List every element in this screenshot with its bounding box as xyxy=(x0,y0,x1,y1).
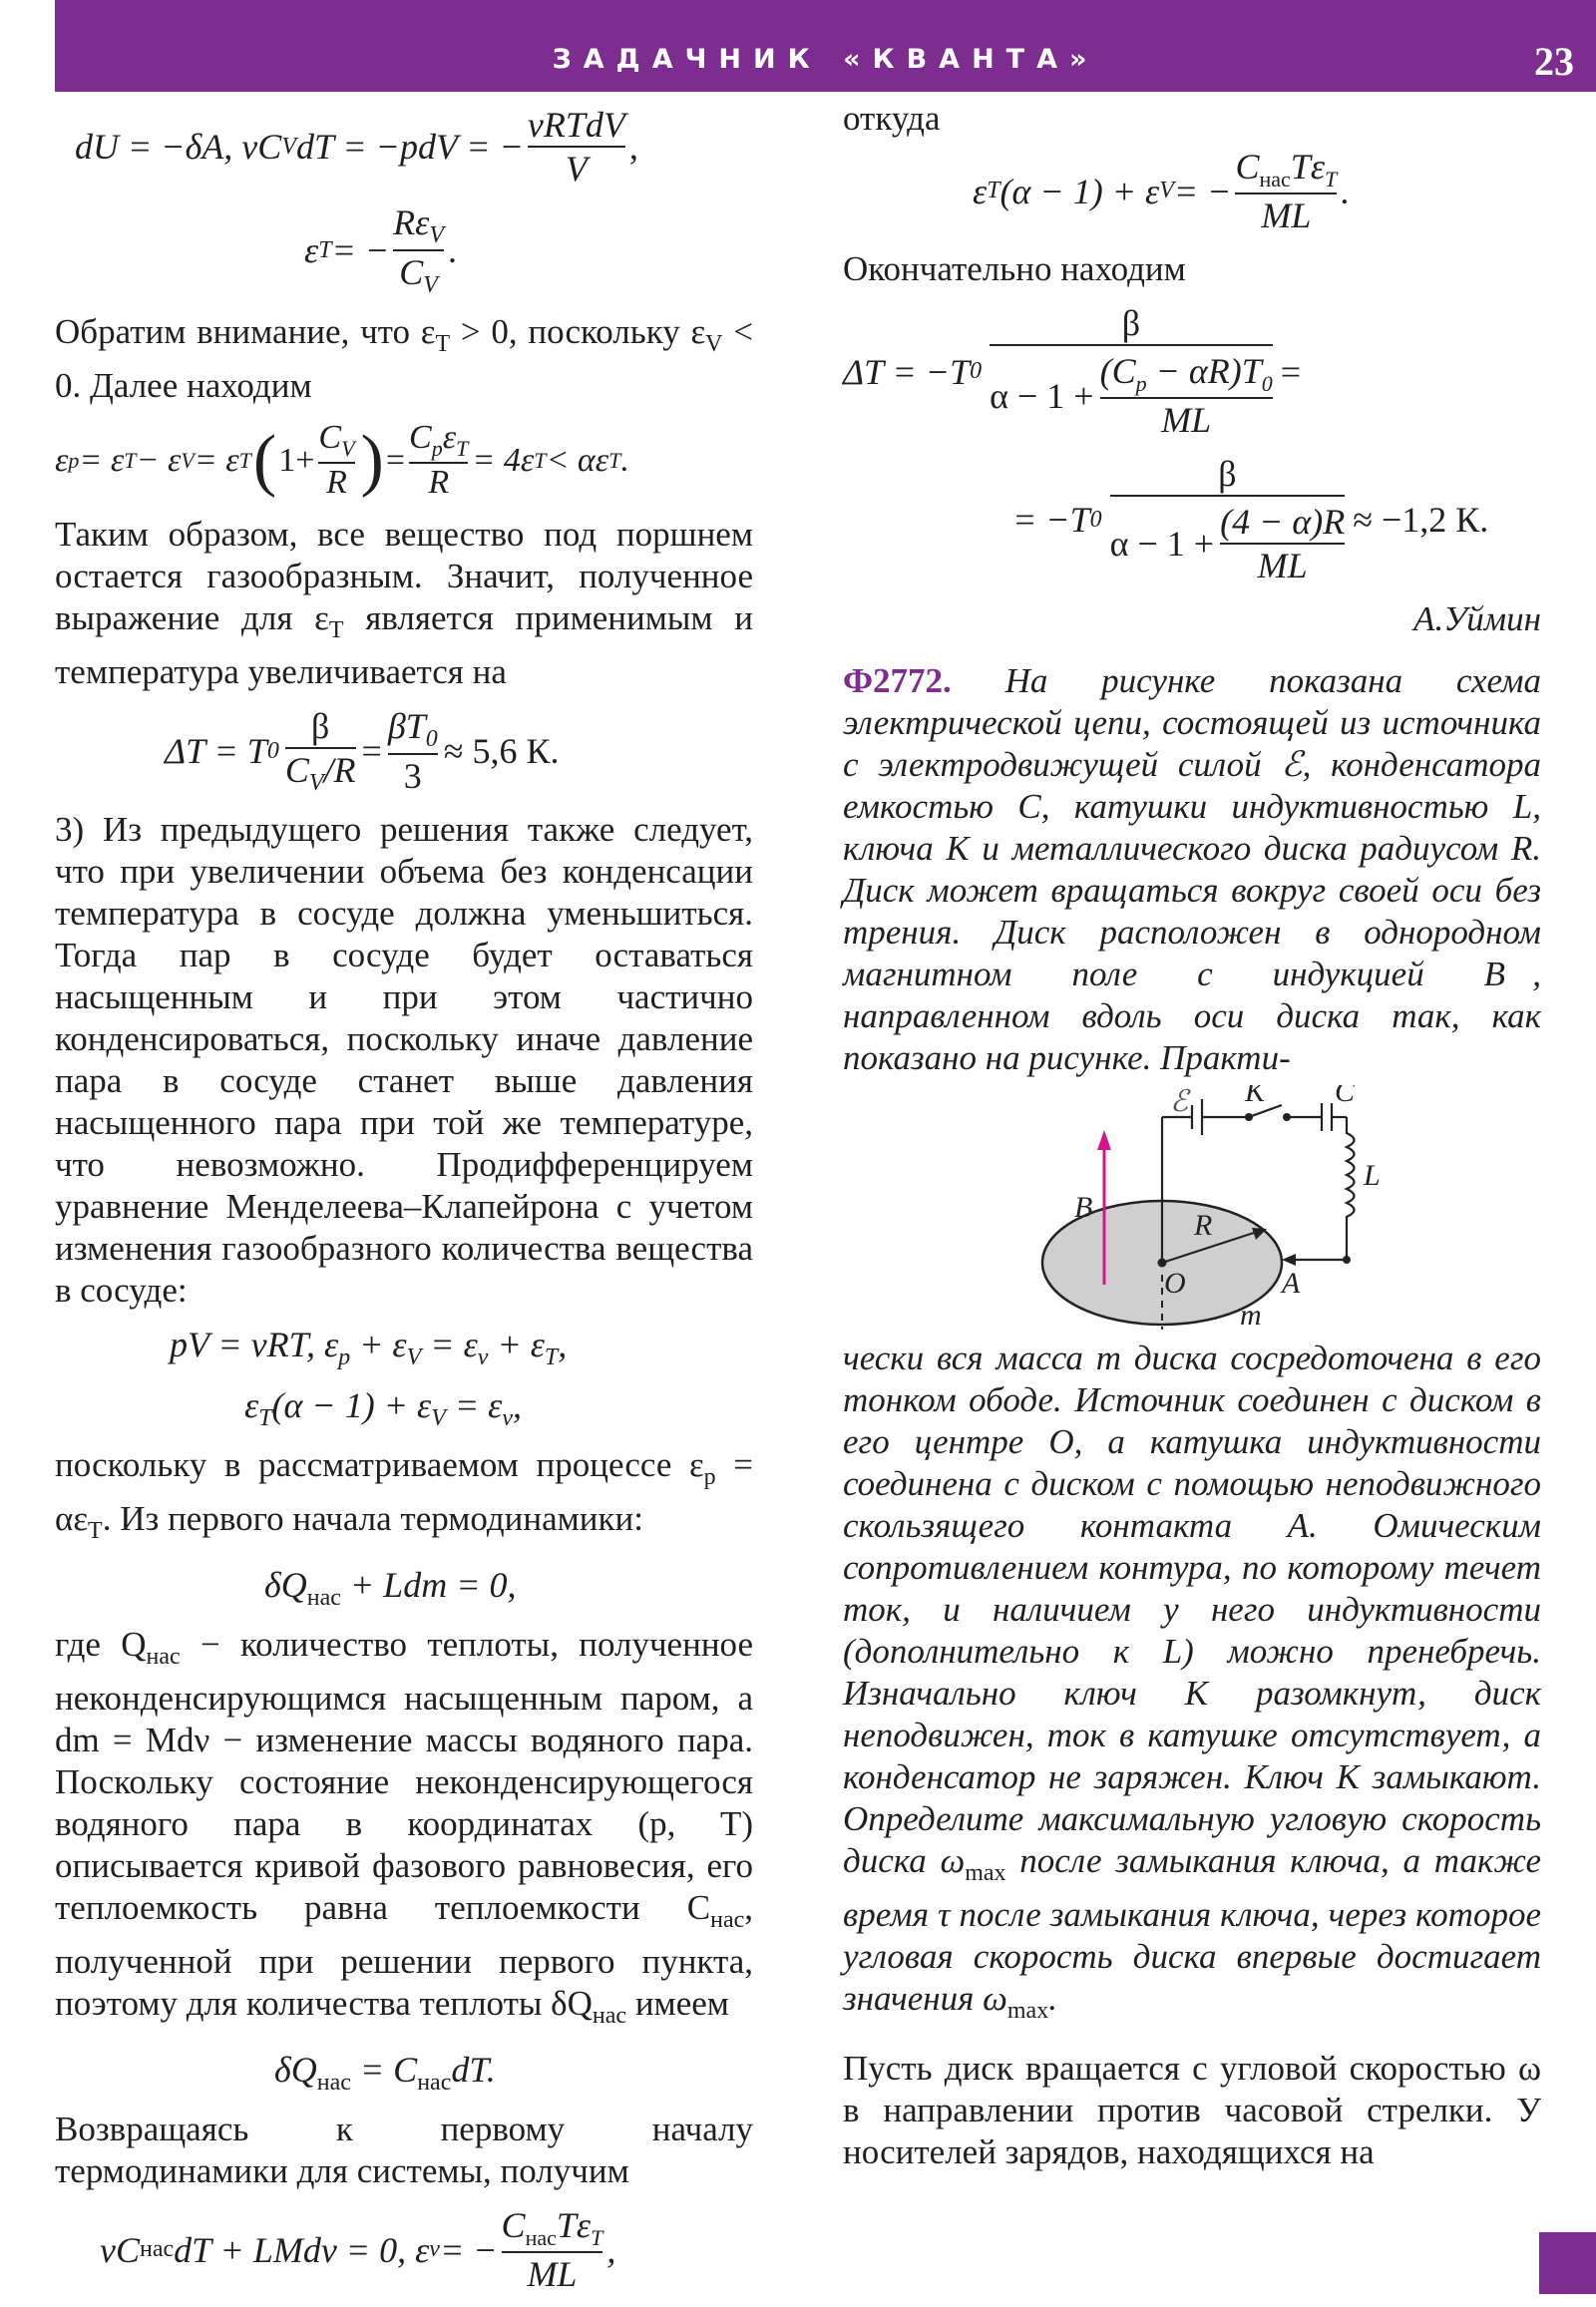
formula-sub: 0 xyxy=(1261,371,1273,397)
formula-sub: T xyxy=(456,436,469,462)
paragraph xyxy=(55,1624,753,2037)
label-center: O xyxy=(1164,1267,1186,1301)
formula-sub: нас xyxy=(417,2070,452,2097)
text-run: поскольку в рассматриваемом процессе ε xyxy=(55,1444,704,1484)
paragraph: Возвращаясь к первому началу термодинамики для системы, получим xyxy=(55,2110,753,2191)
fraction-numerator: νRTdV xyxy=(527,105,625,145)
formula-sub: T xyxy=(238,447,251,473)
formula-text: = −T xyxy=(1012,500,1090,541)
problem-text: . xyxy=(1048,1979,1057,2019)
left-column xyxy=(55,98,753,2307)
fraction-denominator: V xyxy=(528,146,625,190)
text-sub: T xyxy=(435,331,451,358)
formula-sub: V xyxy=(431,1404,446,1431)
fraction xyxy=(1220,501,1345,586)
formula-sub: V xyxy=(1159,178,1174,204)
problem-statement-continued xyxy=(843,1338,1541,2032)
formula-text: , xyxy=(513,1384,523,1425)
paragraph xyxy=(55,1444,753,1552)
fraction xyxy=(393,201,444,299)
formula-text: = xyxy=(385,441,406,479)
fraction-numerator: Tε xyxy=(1290,147,1326,187)
text-run: имеем xyxy=(626,1983,729,2023)
formula-text: + ε xyxy=(488,1325,545,1365)
author-signature: А.Уймин xyxy=(1413,599,1541,639)
label-mass: m xyxy=(1240,1299,1262,1331)
formula-sub: T xyxy=(591,2225,603,2251)
fraction-denominator: R xyxy=(409,462,468,502)
formula-first-law xyxy=(264,1564,753,1612)
formula-text: . xyxy=(620,441,629,479)
text-sub: нас xyxy=(146,1643,181,1670)
fraction-numerator: C xyxy=(318,419,342,457)
paragraph xyxy=(55,311,753,407)
problem-text: после замыкания ключа, а также время τ после замыкания ключа, через которое угловая скорость диска впервые достигает значения ω xyxy=(843,1841,1542,2019)
text-sub: V xyxy=(705,331,723,358)
fraction-numerator: − αR)T xyxy=(1146,351,1262,392)
label-field: B xyxy=(1074,1191,1093,1225)
formula-text: + Ldm = 0, xyxy=(340,1564,517,1605)
text-run: . Из первого начала термодинамики: xyxy=(102,1498,643,1538)
formula-text: dT + LMdν = 0, ε xyxy=(174,2229,430,2270)
problem-number: Ф2772. xyxy=(843,661,952,701)
formula-text: (α − 1) + ε xyxy=(271,1384,432,1425)
formula-text: ΔT = T xyxy=(165,731,267,772)
formula-text: = ε xyxy=(421,1325,478,1365)
formula-text: dT. xyxy=(451,2049,496,2090)
fraction xyxy=(990,302,1273,441)
right-column xyxy=(843,98,1541,2185)
formula-text: ε xyxy=(973,171,988,211)
label-capacitor: C xyxy=(1335,1085,1356,1109)
formula-eps-relation xyxy=(244,1384,753,1432)
fraction xyxy=(1100,350,1273,441)
text-run: = αε xyxy=(55,1444,753,1538)
paragraph xyxy=(55,514,753,693)
fraction-denominator: ML xyxy=(1100,397,1273,441)
paragraph: Окончательно находим xyxy=(843,249,1186,289)
formula-sub: 0 xyxy=(425,726,438,753)
formula-text: dU = −δA, νC xyxy=(75,127,282,167)
formula-final-2 xyxy=(1012,453,1541,586)
formula-text: = − xyxy=(1173,171,1232,211)
formula-text: dT = −pdV = − xyxy=(295,127,524,167)
text-sub: max xyxy=(1006,1998,1049,2025)
formula-sub: p xyxy=(431,436,443,462)
formula-text: − ε xyxy=(136,441,182,479)
fraction-numerator: Tε xyxy=(556,2205,592,2246)
formula-text: ε xyxy=(55,441,69,479)
formula-sub: V xyxy=(281,133,296,160)
text-run: где Q xyxy=(55,1624,147,1664)
problem-statement xyxy=(843,660,1541,1079)
formula-text: (α − 1) + ε xyxy=(999,171,1160,211)
fraction-numerator: C xyxy=(501,2205,526,2246)
text-sub: T xyxy=(88,1517,103,1544)
fraction-denominator: α − 1 + xyxy=(990,375,1094,416)
formula-text: < αε xyxy=(546,441,609,479)
formula-text: , xyxy=(606,2229,616,2270)
text-sub: max xyxy=(965,1860,1006,1887)
text-run: является применимым и температура увеличивается на xyxy=(55,598,753,692)
paragraph: откуда xyxy=(843,99,941,138)
formula-sub: 0 xyxy=(266,737,279,764)
formula-text: ≈ −1,2 К. xyxy=(1353,500,1489,541)
circuit-diagram xyxy=(843,1085,1541,1330)
formula-eps-nu xyxy=(100,2204,753,2295)
formula-text: = ε xyxy=(79,441,125,479)
fraction xyxy=(409,419,468,502)
text-run: Таким образом, все вещество под поршнем остается газообразным. Значит, полученное выражение для ε xyxy=(55,515,753,638)
formula-sub: p xyxy=(338,1345,351,1371)
formula-sub: T xyxy=(987,178,1000,204)
fraction xyxy=(1110,453,1346,586)
formula-sub: T xyxy=(124,447,137,473)
formula-otkuda xyxy=(973,146,1541,236)
fraction xyxy=(388,705,438,797)
formula-sub: T xyxy=(258,1404,272,1431)
formula-text: = xyxy=(1280,351,1302,392)
formula-final-1 xyxy=(843,302,1541,441)
label-emf: ℰ xyxy=(1170,1085,1189,1119)
page-header xyxy=(55,0,1596,92)
fraction-denominator: α − 1 + xyxy=(1109,524,1215,565)
fraction-numerator: C xyxy=(409,419,432,457)
fraction-denominator: ML xyxy=(502,2251,603,2295)
fraction-denominator: ML xyxy=(1220,543,1345,586)
formula-sub: V xyxy=(308,770,324,797)
formula-sub: 0 xyxy=(970,358,983,385)
text-sub: T xyxy=(328,617,344,644)
problem-text: чески вся масса m диска сосредоточена в его тонком ободе. Источник соединен с диском в его центре O, а катушка индуктивности соединена с диском с помощью неподвижного скользящего контакта A. Омическим сопротивлением контура, по которому течет ток, и наличием у него индуктивности (дополнительно к L) можно пренебречь. Изначально ключ K разомкнут, диск неподвижен, ток в катушке отсутствует, а конденсатор не заряжен. Ключ K замыкают. Определите максимальную угловую скорость диска ω xyxy=(843,1339,1541,1881)
formula-text: δQ xyxy=(264,1564,307,1605)
formula-text: . xyxy=(1341,171,1351,211)
formula-sub: T xyxy=(608,447,621,473)
formula-text: = xyxy=(361,731,382,772)
paragraph: 3) Из предыдущего решения также следует, что при увеличении объема без конденсации температура в сосуде должна уменьшиться. Тогда пар в сосуде будет оставаться насыщенным и при этом частично конденсироваться, поскольку иначе давление пара в сосуде станет выше давления насыщенного пара при той же температуре, что невозможно. Продифференцируем уравнение Менделеева–Клапейрона с учетом изменения газообразного количества вещества в сосуде: xyxy=(55,810,753,1311)
text-run: , полученной при решении первого пункта, поэтому для количества теплоты δQ xyxy=(55,1887,753,2023)
fraction-numerator: ε xyxy=(442,419,457,457)
fraction xyxy=(502,2204,603,2295)
formula-text: pV = νRT, ε xyxy=(170,1325,339,1365)
formula-sub: 0 xyxy=(1089,506,1102,533)
fraction-numerator: β xyxy=(311,706,330,747)
formula-sub: нас xyxy=(1259,167,1291,192)
formula-eps-p: ε p = ε T − ε V = ε T ( 1+ $\frac{C_V}{R}$ ) = $C_p\varepsilon_T$ R = 4ε T < αε T . xyxy=(55,419,629,502)
journal-section-title: ЗАДАЧНИК «КВАНТА» xyxy=(552,44,1099,75)
fraction xyxy=(528,104,625,190)
fraction xyxy=(318,419,354,502)
fraction-denominator: R xyxy=(318,462,354,502)
formula-text: 1+ xyxy=(278,441,315,479)
formula-text: νC xyxy=(100,2229,140,2270)
fraction xyxy=(285,705,356,797)
formula-text: ≈ 5,6 К. xyxy=(443,731,560,772)
formula-sub: V xyxy=(429,222,444,249)
inductor-coil xyxy=(1347,1117,1355,1260)
text-run: < 0. Далее находим xyxy=(55,312,753,406)
formula-dq xyxy=(274,2049,753,2097)
formula-text: = 4ε xyxy=(472,441,535,479)
formula-sub: V xyxy=(341,436,355,462)
formula-text: = C xyxy=(350,2049,418,2090)
text-run: Обратим внимание, что ε xyxy=(55,312,436,352)
formula-sub: ν xyxy=(429,2236,440,2263)
formula-clapeyron xyxy=(170,1324,753,1371)
formula-sub: ν xyxy=(502,1404,514,1431)
magnetic-field-arrowhead xyxy=(1097,1130,1111,1150)
formula-text: = ε xyxy=(445,1384,503,1425)
fraction-numerator: β xyxy=(1218,454,1237,495)
formula-text: = ε xyxy=(194,441,239,479)
formula-sub: нас xyxy=(140,2236,175,2263)
formula-text: , xyxy=(558,1325,568,1365)
formula-text: = − xyxy=(439,2229,498,2270)
formula-sub: нас xyxy=(306,1584,341,1611)
sliding-contact-arrowhead xyxy=(1282,1254,1296,1266)
formula-sub: T xyxy=(1325,167,1338,192)
page-corner-tab xyxy=(1539,2232,1596,2294)
formula-sub: ν xyxy=(477,1345,489,1371)
fraction-denominator: C xyxy=(399,252,424,293)
text-run: − количество теплоты, полученное неконденсирующимся насыщенным паром, а dm = Mdν − изменение массы водяного пара. Поскольку состояние неконденсирующегося водяного пара в координатах (p, T) описывается кривой фазового равновесия, его теплоемкость равна теплоемкости C xyxy=(55,1624,754,1927)
formula-sub: T xyxy=(544,1345,559,1371)
formula-sub: V xyxy=(423,272,438,299)
fraction-numerator: βT xyxy=(387,706,426,747)
text-run: > 0, поскольку ε xyxy=(450,312,706,352)
fraction-numerator: β xyxy=(1121,303,1141,344)
formula-sub: T xyxy=(318,236,332,263)
fraction-numerator: Rε xyxy=(393,202,430,242)
formula-text: δQ xyxy=(274,2049,317,2090)
formula-delta-t xyxy=(165,705,753,797)
fraction-denominator: ML xyxy=(1235,192,1337,236)
formula-du: dU = −δA, νC V dT = −pdV = − νRTdV V , xyxy=(75,105,638,189)
fraction-numerator: (C xyxy=(1099,351,1136,392)
text-sub: нас xyxy=(710,1906,745,1933)
formula-sub: V xyxy=(406,1345,422,1371)
formula-sub: T xyxy=(534,447,547,473)
formula-sub: нас xyxy=(525,2225,557,2251)
paragraph: Пусть диск вращается с угловой скоростью ω в направлении против часовой стрелки. У носителей зарядов, находящихся на xyxy=(843,2049,1541,2172)
problem-text: На рисунке показана схема электрической цепи, состоящей из источника с электродвижущей силой ℰ, конденсатора емкостью C, катушки индуктивностью L, ключа K и металлического диска радиусом R. Диск может вращаться вокруг своей оси без трения. Диск расположен в однородном магнитном поле с индукцией B⃗, направленном вдоль оси диска так, как показано на рисунке. Практи- xyxy=(843,661,1541,1078)
label-contact: A xyxy=(1282,1267,1301,1301)
fraction-numerator: C xyxy=(1235,147,1260,187)
formula-eps-t: ε T = − $R\varepsilon_V$ $C_V$ . xyxy=(304,202,457,299)
fraction-denominator: 3 xyxy=(388,753,438,797)
formula-text: ε xyxy=(304,230,319,271)
formula-text: = − xyxy=(331,230,390,271)
formula-text: ε xyxy=(244,1384,259,1425)
label-radius: R xyxy=(1194,1209,1213,1243)
formula-text: ΔT = −T xyxy=(843,351,971,392)
page-number: 23 xyxy=(1534,39,1574,84)
fraction-denominator: C xyxy=(284,750,309,791)
fraction-denominator: /R xyxy=(323,750,356,791)
formula-sub: нас xyxy=(316,2070,351,2097)
formula-sub: p xyxy=(1135,371,1147,397)
label-inductor: L xyxy=(1364,1159,1381,1193)
circuit-figure xyxy=(843,1085,1541,1330)
formula-sub: p xyxy=(68,447,80,473)
formula-sub: V xyxy=(181,447,195,473)
label-key: K xyxy=(1245,1085,1266,1109)
fraction xyxy=(1235,146,1337,236)
text-sub: нас xyxy=(592,2002,627,2029)
text-sub: p xyxy=(703,1463,716,1490)
formula-text: + ε xyxy=(350,1325,407,1365)
fraction-numerator: (4 − α)R xyxy=(1220,502,1346,543)
